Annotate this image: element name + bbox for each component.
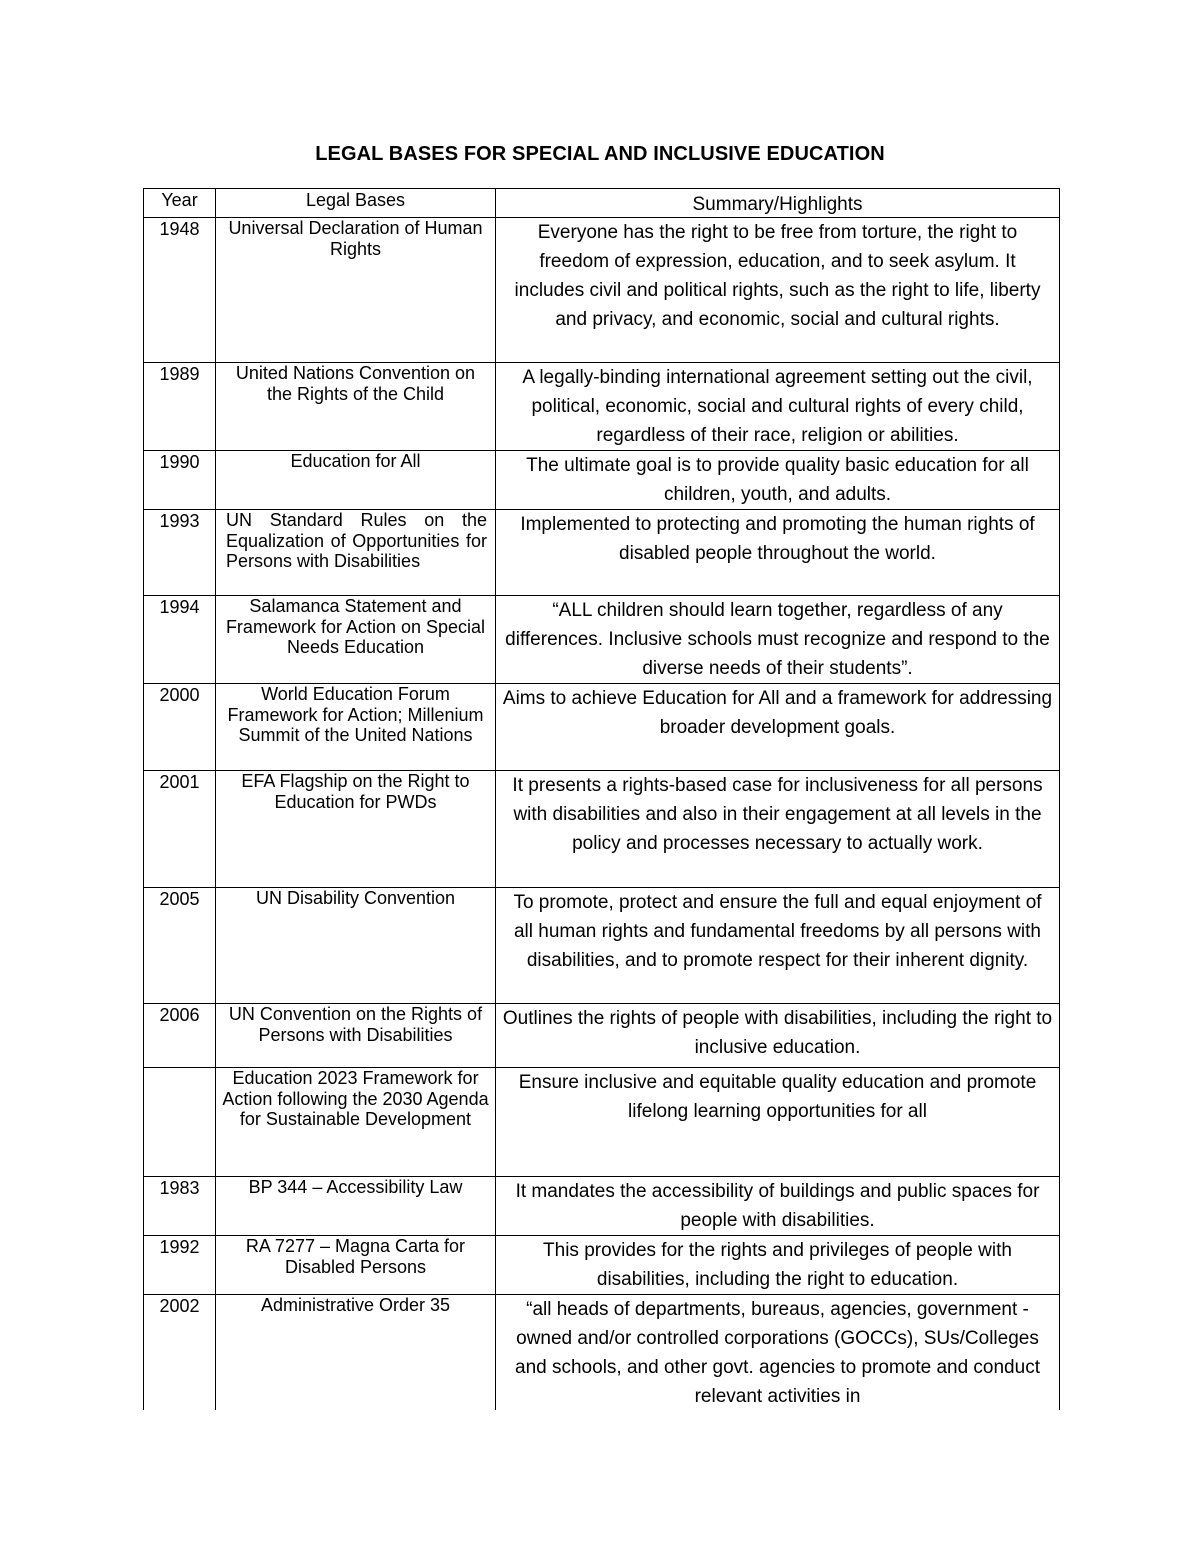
row-legal-basis: RA 7277 – Magna Carta for Disabled Persons <box>216 1236 496 1295</box>
row-year: 1992 <box>144 1236 216 1295</box>
column-header-year: Year <box>144 189 216 218</box>
row-summary: This provides for the rights and privileges of people with disabilities, including the right to education. <box>496 1236 1060 1295</box>
row-legal-basis: Education for All <box>216 451 496 510</box>
row-summary: It presents a rights-based case for inclusiveness for all persons with disabilities and also in their engagement at all levels in the policy and processes necessary to actually work. <box>496 771 1060 888</box>
row-summary: It mandates the accessibility of buildings and public spaces for people with disabilities. <box>496 1177 1060 1236</box>
row-year: 2006 <box>144 1004 216 1068</box>
row-summary: “ALL children should learn together, regardless of any differences. Inclusive schools must recognize and respond to the diverse needs of their students”. <box>496 596 1060 684</box>
row-year <box>144 1068 216 1177</box>
row-summary: Aims to achieve Education for All and a framework for addressing broader development goals. <box>496 684 1060 771</box>
row-year: 2002 <box>144 1295 216 1411</box>
row-legal-basis: Administrative Order 35 <box>216 1295 496 1411</box>
row-summary: “all heads of departments, bureaus, agencies, government -owned and/or controlled corporations (GOCCs), SUs/Colleges and schools, and other govt. agencies to promote and conduct relevant activities in <box>496 1295 1060 1411</box>
table-row <box>144 1236 1060 1295</box>
row-year: 1989 <box>144 363 216 451</box>
row-summary: Ensure inclusive and equitable quality education and promote lifelong learning opportunities for all <box>496 1068 1060 1177</box>
row-legal-basis: Universal Declaration of Human Rights <box>216 218 496 363</box>
table-row <box>144 1068 1060 1177</box>
table-row <box>144 1177 1060 1236</box>
row-legal-basis: World Education Forum Framework for Action; Millenium Summit of the United Nations <box>216 684 496 771</box>
table-header-row <box>144 189 1060 218</box>
row-year: 2001 <box>144 771 216 888</box>
table-row <box>144 218 1060 363</box>
table-viewport <box>141 188 1063 1410</box>
row-legal-basis: Salamanca Statement and Framework for Action on Special Needs Education <box>216 596 496 684</box>
row-year: 1983 <box>144 1177 216 1236</box>
row-legal-basis: UN Standard Rules on the Equalization of Opportunities for Persons with Disabilities <box>216 510 496 596</box>
row-year: 1948 <box>144 218 216 363</box>
row-year: 1994 <box>144 596 216 684</box>
row-year: 2005 <box>144 888 216 1004</box>
column-header-summary: Summary/Highlights <box>496 189 1060 218</box>
legal-bases-table <box>143 188 1060 1410</box>
row-summary: A legally-binding international agreement setting out the civil, political, economic, social and cultural rights of every child, regardless of their race, religion or abilities. <box>496 363 1060 451</box>
row-summary: The ultimate goal is to provide quality basic education for all children, youth, and adults. <box>496 451 1060 510</box>
column-header-legal-bases: Legal Bases <box>216 189 496 218</box>
table-row <box>144 510 1060 596</box>
table-row <box>144 596 1060 684</box>
row-year: 2000 <box>144 684 216 771</box>
row-legal-basis: UN Convention on the Rights of Persons with Disabilities <box>216 1004 496 1068</box>
table-row <box>144 363 1060 451</box>
table-row <box>144 1004 1060 1068</box>
row-summary: Everyone has the right to be free from torture, the right to freedom of expression, education, and to seek asylum. It includes civil and political rights, such as the right to life, liberty and privacy, and economic, social and cultural rights. <box>496 218 1060 363</box>
row-summary: Implemented to protecting and promoting the human rights of disabled people throughout the world. <box>496 510 1060 596</box>
table-row <box>144 1295 1060 1411</box>
row-year: 1990 <box>144 451 216 510</box>
row-legal-basis: Education 2023 Framework for Action following the 2030 Agenda for Sustainable Development <box>216 1068 496 1177</box>
row-summary: To promote, protect and ensure the full and equal enjoyment of all human rights and fundamental freedoms by all persons with disabilities, and to promote respect for their inherent dignity. <box>496 888 1060 1004</box>
table-row <box>144 451 1060 510</box>
row-legal-basis: EFA Flagship on the Right to Education for PWDs <box>216 771 496 888</box>
table-row <box>144 684 1060 771</box>
row-summary: Outlines the rights of people with disabilities, including the right to inclusive education. <box>496 1004 1060 1068</box>
row-legal-basis: BP 344 – Accessibility Law <box>216 1177 496 1236</box>
row-legal-basis: United Nations Convention on the Rights of the Child <box>216 363 496 451</box>
row-legal-basis: UN Disability Convention <box>216 888 496 1004</box>
table-row <box>144 888 1060 1004</box>
page-title: LEGAL BASES FOR SPECIAL AND INCLUSIVE EDUCATION <box>315 143 885 165</box>
row-year: 1993 <box>144 510 216 596</box>
table-row <box>144 771 1060 888</box>
